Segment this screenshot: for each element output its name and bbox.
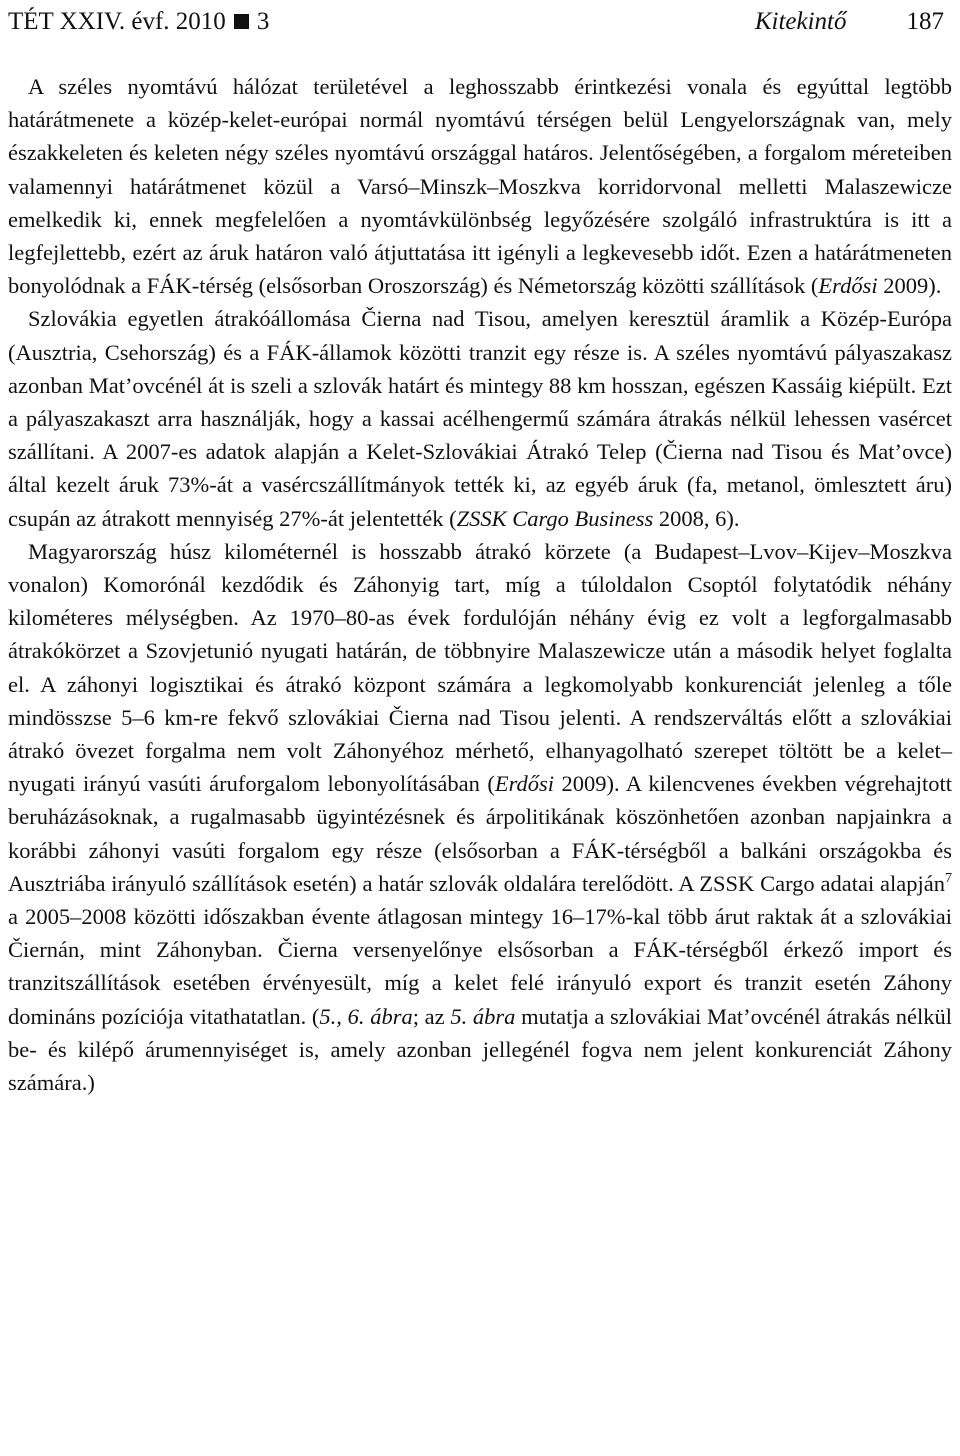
paragraph-text: A széles nyomtávú hálózat területével a leghosszabb érintkezési vonala és egyúttal legtöbb határátmenete a közép-kelet-európai normál nyomtávú térségen belül Lengyelországnak van, mely északkeleten és keleten négy széles nyomtávú országgal határos. Jelentőségében, a forgalom méreteiben valamennyi határátmenet közül a Varsó–Minszk–Moszkva korridorvonal melletti Malaszewicze emelkedik ki, ennek megfelelően a nyomtávkülönbség legyőzésére szolgáló infrastruktúra is itt a legfejlettebb, ezért az áruk határon való átjuttatása itt igényli a legkevesebb időt. Ezen a határátmeneten bonyolódnak a FÁK-térség (elsősorban Oroszország) és Németország közötti szállítások ( bbox=[8, 74, 952, 299]
paragraph-text: Magyarország húsz kilométernél is hosszabb átrakó körzete (a Budapest–Lvov–Kijev–Moszkva vonalon) Komorónál kezdődik és Záhonyig tart, míg a túloldalon Csoptól folytatódik néhány kilométeres mélységben. Az 1970–80-as évek fordulóján néhány évig ez volt a legforgalmasabb átrakókörzet a Szovjetunió nyugati határán, de többnyire Malaszewicze után a második helyet foglalta el. A záhonyi logisztikai és átrakó központ számára a legkomolyabb konkurenciát jelenleg a tőle mindösszse 5–6 km-re fekvő szlovákiai Čierna nad Tisou jelenti. A rendszerváltás előtt a szlovákiai átrakó övezet forgalma nem volt Záhonyéhoz mérhető, elhanyagolható szerepet töltött be a kelet–nyugati irányú vasúti áruforgalom lebonyolításában ( bbox=[8, 538, 952, 797]
citation-text: 5. ábra bbox=[450, 1003, 516, 1029]
citation-text: Erdősi bbox=[494, 771, 555, 797]
citation-text: 5., 6. ábra bbox=[319, 1003, 413, 1029]
paragraph-text: 2009). bbox=[877, 273, 942, 299]
citation-text: Erdősi bbox=[818, 273, 878, 299]
article-body bbox=[8, 70, 952, 1099]
paragraph bbox=[8, 302, 952, 534]
square-bullet-icon bbox=[234, 14, 249, 29]
paragraph-text: mutatja a szlovákiai Mat’ovcénél átrakás nélkül be- és kilépő árumennyiséget is, amely azonban jellegénél fogva nem jelent konkurenciát Záhony számára.) bbox=[8, 1003, 952, 1096]
paragraph-text: ; az bbox=[412, 1003, 451, 1029]
paragraph-text: a 2005–2008 közötti időszakban évente átlagosan mintegy 16–17%-kal több árut raktak át a szlovákiai Čiernán, mint Záhonyban. Čierna versenyelőnye elsősorban a FÁK-térségből érkező import és tranzitszállítások esetében érvényesült, míg a kelet felé irányuló export és tranzit esetén Záhony domináns pozíciója vitathatatlan. ( bbox=[8, 904, 952, 1029]
journal-volume: TÉT XXIV. évf. 2010 bbox=[8, 8, 226, 35]
footnote-ref: 7 bbox=[945, 870, 952, 886]
paragraph bbox=[8, 70, 952, 302]
running-header bbox=[8, 2, 952, 42]
paragraph-text: Szlovákia egyetlen átrakóállomása Čierna nad Tisou, amelyen keresztül áramlik a Közép-Európa (Ausztria, Csehország) és a FÁK-államok közötti tranzit egy része is. A széles nyomtávú pályaszakasz azonban Mat’ovcénél át is szeli a szlovák határt és mintegy 88 km hosszan, egészen Kassáig kiépült. Ezt a pályaszakaszt arra használják, hogy a kassai acélhengermű számára átrakás nélkül lehessen vasércet szállítani. A 2007-es adatok alapján a Kelet-Szlovákiai Átrakó Telep (Čierna nad Tisou és Mat’ovce) által kezelt áruk 73%-át a vasércszállítmányok tették ki, az egyéb áruk (fa, metanol, ömlesztett áru) csupán az átrakott mennyiség 27%-át jelentették ( bbox=[8, 306, 952, 531]
paragraph-text: 2008, 6). bbox=[653, 505, 740, 531]
citation-text: ZSSK Cargo Business bbox=[456, 505, 654, 531]
paragraph bbox=[8, 535, 952, 1099]
section-title: Kitekintő bbox=[754, 8, 847, 35]
page-number: 187 bbox=[906, 8, 944, 35]
issue-number: 3 bbox=[256, 8, 270, 35]
paragraph-text: 2009). A kilencvenes években végrehajtott beruházásoknak, a rugalmasabb ügyintézésnek és árpolitikának köszönhetően azonban napjainkra a korábbi záhonyi vasúti forgalom egy része (elsősorban a FÁK-térségből a balkáni országokba és Ausztriába irányuló szállítások esetén) a határ szlovák oldalára terelődött. A ZSSK Cargo adatai alapján bbox=[8, 771, 952, 896]
